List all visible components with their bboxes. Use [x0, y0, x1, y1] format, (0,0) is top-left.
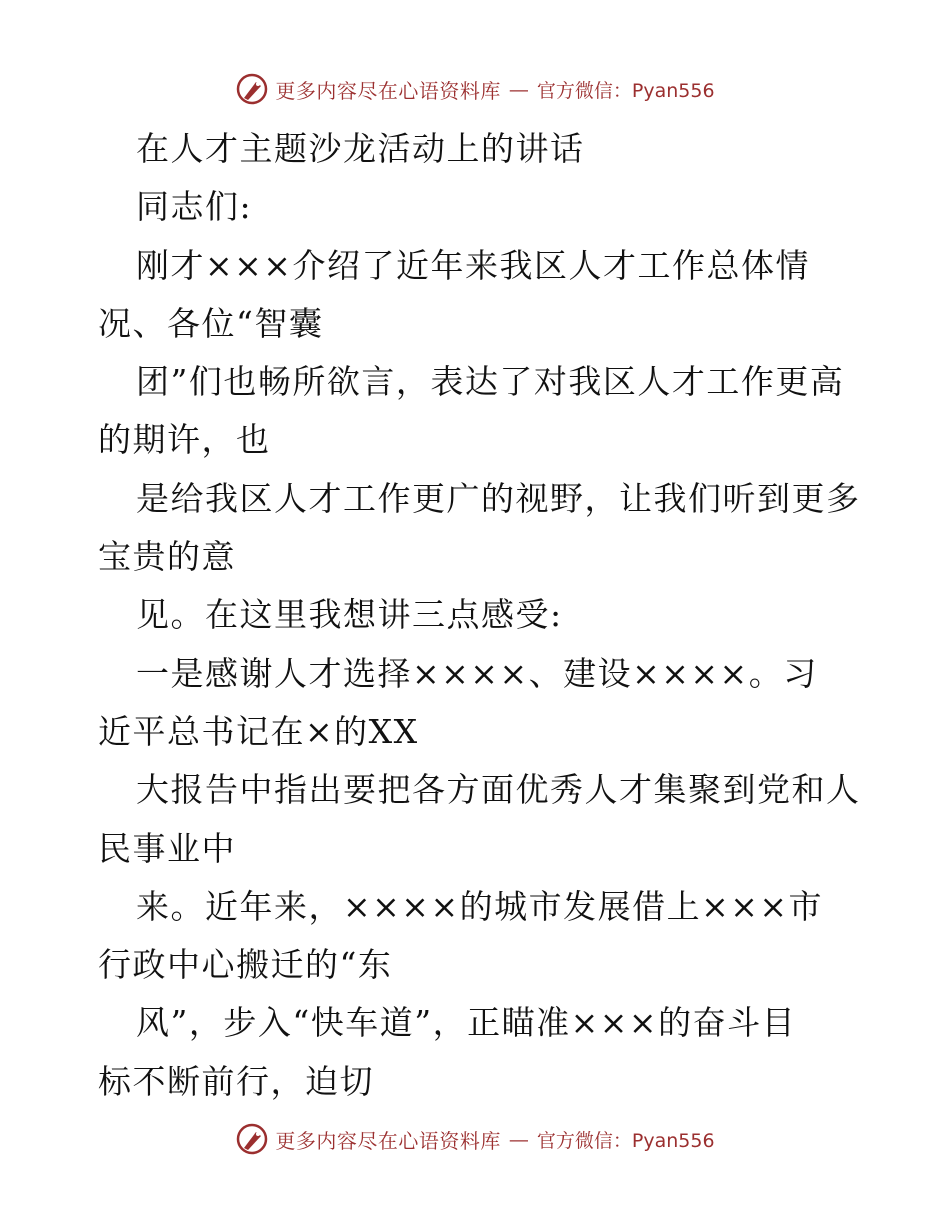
text-line: 风”，步入“快车道”，正瞄准×××的奋斗目 — [136, 1003, 797, 1043]
text-line: 大报告中指出要把各方面优秀人才集聚到党和人 — [136, 770, 861, 810]
banner-dash: — — [508, 77, 529, 101]
footer-banner — [0, 1122, 950, 1156]
pen-nib-logo-icon — [235, 1122, 269, 1156]
document-title: 在人才主题沙龙活动上的讲话 — [136, 129, 585, 168]
text-line: 是给我区人才工作更广的视野，让我们听到更多 — [136, 478, 861, 518]
salutation: 同志们: — [136, 187, 253, 227]
text-line: 标不断前行，迫切 — [98, 1061, 374, 1101]
text-line: 的期许，也 — [98, 420, 271, 460]
text-line: 团”们也畅所欲言，表达了对我区人才工作更高 — [136, 362, 845, 402]
text-line: 近平总书记在×的XX — [98, 711, 419, 751]
text-line: 宝贵的意 — [98, 537, 236, 577]
text-line: 见。在这里我想讲三点感受: — [136, 595, 563, 635]
banner-wechat-text: 官方微信：Pyan556 — [536, 1129, 715, 1152]
banner-site-text: 更多内容尽在心语资料库 — [275, 1128, 501, 1153]
text-line: 来。近年来，××××的城市发展借上×××市 — [136, 886, 824, 926]
pen-nib-logo-icon — [235, 72, 269, 106]
text-line: 一是感谢人才选择××××、建设××××。习 — [136, 653, 818, 693]
document-body — [98, 120, 861, 1111]
text-line: 行政中心搬迁的“东 — [98, 945, 393, 985]
text-line: 刚才×××介绍了近年来我区人才工作总体情 — [136, 245, 810, 285]
header-banner — [0, 72, 950, 106]
text-line: 民事业中 — [98, 828, 236, 868]
banner-wechat-text: 官方微信：Pyan556 — [536, 79, 715, 102]
banner-dash: — — [508, 1127, 529, 1151]
banner-site-text: 更多内容尽在心语资料库 — [275, 78, 501, 103]
text-line: 况、各位“智囊 — [98, 303, 324, 343]
